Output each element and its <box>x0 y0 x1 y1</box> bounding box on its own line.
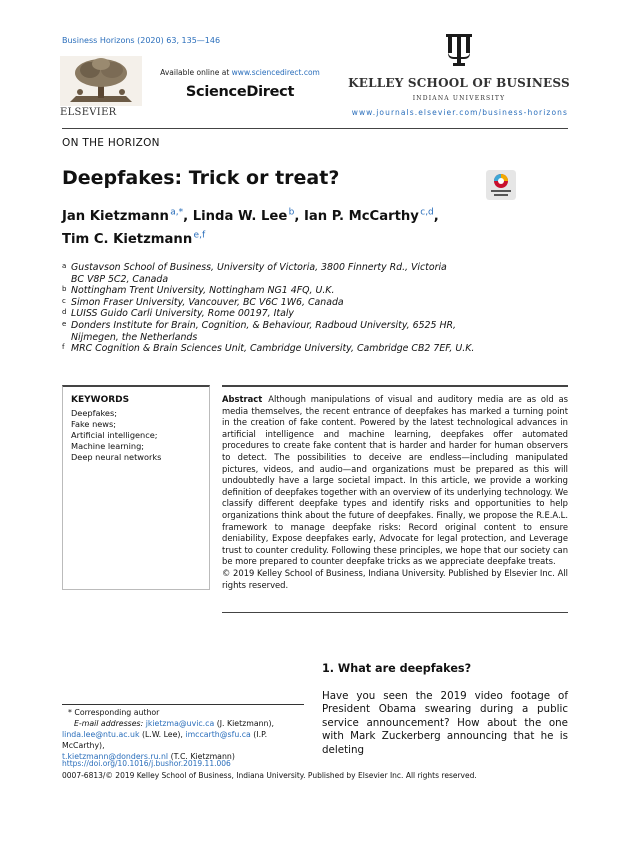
affiliation-line: Nijmegen, the Netherlands <box>71 331 198 343</box>
author-sep: , <box>294 209 304 225</box>
author-sep: , <box>183 209 193 225</box>
author-name: Linda W. Lee <box>192 209 288 225</box>
author-sep: , <box>433 209 439 225</box>
doi-link[interactable]: https://doi.org/10.1016/j.bushor.2019.11.006 <box>62 759 231 768</box>
author <box>304 209 439 224</box>
abstract-copyright: © 2019 Kelley School of Business, Indiana University. Published by Elsevier Inc. All rights reserved. <box>222 567 568 590</box>
email-link[interactable]: jkietzma@uvic.ca <box>145 719 215 728</box>
corresponding-author-note: * Corresponding author <box>68 708 160 717</box>
email-owner: (L.W. Lee), <box>141 730 183 739</box>
affiliation-line: Donders Institute for Brain, Cognition, & Behaviour, Radboud University, 6525 HR, <box>71 319 456 331</box>
affiliation-key: f <box>62 343 65 352</box>
article-section-kind: ON THE HORIZON <box>62 137 160 149</box>
affiliation-line: LUISS Guido Carli University, Rome 00197, Italy <box>71 308 294 320</box>
email-owner: (J. Kietzmann), <box>216 719 275 728</box>
keyword: Artificial intelligence; <box>71 430 158 440</box>
article-title: Deepfakes: Trick or treat? <box>62 167 340 189</box>
affiliation <box>62 297 562 309</box>
author-affil-link[interactable]: c,d <box>420 208 434 218</box>
affiliation <box>62 308 562 320</box>
available-online <box>150 68 330 77</box>
journal-reference[interactable]: Business Horizons (2020) 63, 135—146 <box>62 36 221 45</box>
university-name: INDIANA UNIVERSITY <box>412 95 506 102</box>
keyword: Deep neural networks <box>71 452 162 462</box>
platform-name: ScienceDirect <box>185 84 295 100</box>
keyword: Fake news; <box>71 419 117 429</box>
author-name: Ian P. McCarthy <box>303 209 419 225</box>
abstract <box>222 385 568 591</box>
abstract-divider <box>222 612 568 613</box>
email-link[interactable]: t.kietzmann@donders.ru.nl <box>62 752 169 761</box>
affiliation-line: Gustavson School of Business, University of Victoria, 3800 Finnerty Rd., Victoria <box>71 262 447 273</box>
sciencedirect-link[interactable]: www.sciencedirect.com <box>231 68 320 77</box>
author-affil-link[interactable]: b <box>288 208 295 218</box>
author <box>62 209 193 224</box>
email-owner: (I.P. McCarthy), <box>62 730 268 750</box>
author-name: Jan Kietzmann <box>62 209 169 225</box>
affiliation-line: MRC Cognition & Brain Sciences Unit, Cambridge University, Cambridge CB2 7EF, U.K. <box>71 343 475 355</box>
affiliation-key: a <box>62 262 67 270</box>
email-link[interactable]: imccarth@sfu.ca <box>185 730 251 739</box>
affiliation <box>62 320 562 343</box>
keyword: Machine learning; <box>71 441 145 451</box>
author-name: Tim C. Kietzmann <box>62 231 193 247</box>
affiliation <box>62 262 562 285</box>
abstract-label: Abstract <box>222 394 263 404</box>
affiliation-line: Nottingham Trent University, Nottingham NG1 4FQ, U.K. <box>71 285 335 297</box>
footnote-divider <box>62 704 304 705</box>
publisher-name: ELSEVIER <box>60 107 117 118</box>
email-owner: (T.C. Kietzmann) <box>170 752 235 761</box>
email-line <box>62 729 304 751</box>
author-affil-link[interactable]: e,f <box>193 230 206 241</box>
available-online-label: Available online at <box>160 68 232 77</box>
affiliation-line: Simon Fraser University, Vancouver, BC V6C 1W6, Canada <box>71 296 344 308</box>
body-paragraph: Have you seen the 2019 video footage of President Obama swearing during a public service announcement? How about the one with Mark Zuckerberg announcing that he is deleting <box>322 690 568 756</box>
affiliation-line: BC V8P 5C2, Canada <box>71 273 169 285</box>
affiliation <box>62 285 562 297</box>
author-list <box>62 204 542 249</box>
abstract-text: Although manipulations of visual and auditory media are as old as media themselves, the recent entrance of deepfakes has marked a turning point in the creation of fake content. Powered by the latest technological advances in artificial intelligence and machine learning, deepfakes offer automated procedures to create fake content that is harder and harder for human observers to detect. The possibilities to deceive are endless—including manipulated pictures, videos, and audio—and organizations must be prepared as this will undoubtedly have a large societal impact. In this article, we provide a working definition of deepfakes together with an overview of its underlying technology. We classify different deepfake types and identify risks and opportunities to help organizations think about the future of deepfakes. Finally, we propose the R.E.A.L. framework to manage deepfake risks: Record original content to ensure deniability, Expose deepfakes early, Advocate for legal protection, and Leverage trust to counter credulity. Following these principles, we hope that our society can be more prepared to counter deepfake tricks as we appreciate deepfake treats. <box>222 394 568 567</box>
email-label: E-mail addresses: <box>74 719 144 728</box>
keywords-heading: KEYWORDS <box>71 395 130 405</box>
affiliation-key: b <box>62 285 67 294</box>
footnote <box>62 707 304 762</box>
header-divider <box>62 128 568 129</box>
check-for-updates-icon[interactable] <box>486 170 516 200</box>
footer-copyright: 0007-6813/© 2019 Kelley School of Business, Indiana University. Published by Elsevier Inc. All rights reserved. <box>62 771 477 780</box>
keyword: Deepfakes; <box>71 408 117 418</box>
affiliation-list <box>62 262 562 355</box>
journal-homepage-link[interactable]: www.journals.elsevier.com/business-horizons <box>351 108 568 117</box>
affiliation-key: d <box>62 308 67 317</box>
author <box>62 232 205 247</box>
affiliation <box>62 343 562 355</box>
author-affil-link[interactable]: a,* <box>170 208 184 218</box>
email-line <box>62 718 304 729</box>
affiliation-key: c <box>62 296 66 305</box>
elsevier-tree-logo-icon <box>60 56 142 106</box>
iu-trident-logo-icon <box>446 34 472 68</box>
author <box>193 209 304 224</box>
email-link[interactable]: linda.lee@ntu.ac.uk <box>62 730 140 739</box>
affiliation-key: e <box>62 319 67 328</box>
keywords-box <box>62 385 210 590</box>
section-heading: 1. What are deepfakes? <box>322 662 472 675</box>
school-name: KELLEY SCHOOL OF BUSINESS <box>348 76 570 90</box>
